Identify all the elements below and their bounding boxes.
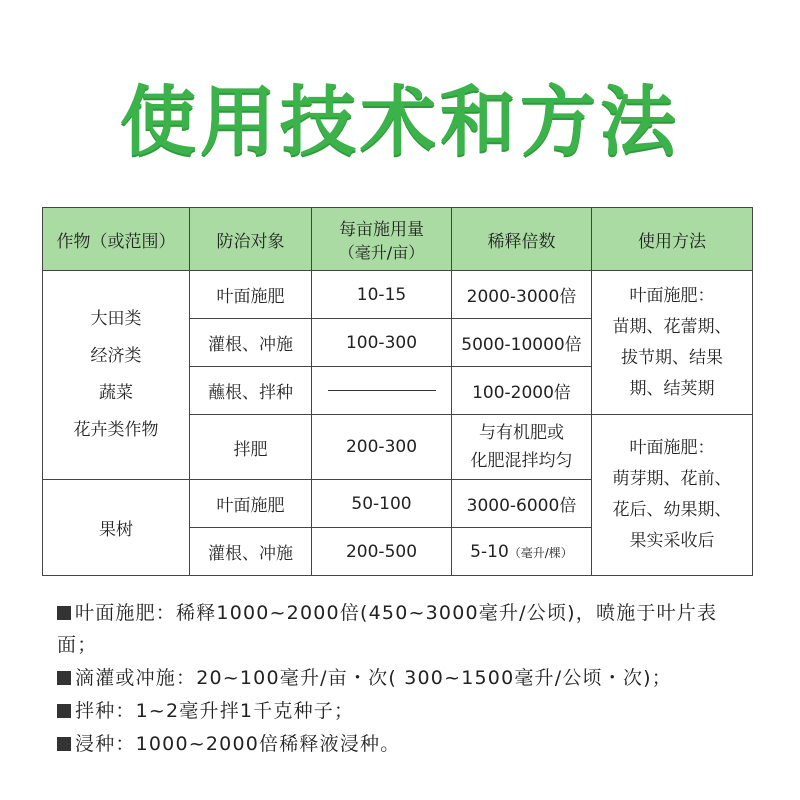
- note-text: 浸种：1000~2000倍稀释液浸种。: [75, 733, 401, 755]
- usage-notes: [57, 597, 757, 761]
- method-line: 花后、幼果期、: [612, 500, 732, 520]
- crop-name: 大田类: [90, 309, 142, 329]
- header-dilution: 稀释倍数: [452, 208, 592, 271]
- method-line: 叶面施肥：: [629, 285, 715, 306]
- method-line: 叶面施肥：: [629, 438, 715, 458]
- square-bullet-icon: [57, 737, 71, 751]
- dilution-cell: [452, 415, 592, 480]
- dilution-line: 化肥混拌均匀: [470, 451, 573, 471]
- note-item: [57, 695, 757, 727]
- dose-cell: 10-15: [312, 271, 452, 319]
- target-cell: 叶面施肥: [190, 271, 312, 319]
- target-cell: 蘸根、拌种: [190, 367, 312, 415]
- method-cell: [592, 271, 753, 415]
- usage-table: [42, 207, 753, 576]
- square-bullet-icon: [57, 606, 71, 620]
- dose-cell: 50-100: [312, 480, 452, 528]
- header-method: 使用方法: [592, 208, 753, 271]
- note-text: 滴灌或冲施：20~100毫升/亩・次( 300~1500毫升/公顷・次)；: [75, 667, 672, 689]
- dose-cell: 200-500: [312, 528, 452, 576]
- method-line: 萌芽期、花前、: [612, 469, 732, 489]
- table-row: [43, 271, 753, 319]
- dilution-cell: 3000-6000倍: [452, 480, 592, 528]
- header-crop: 作物（或范围）: [43, 208, 190, 271]
- target-cell: 灌根、冲施: [190, 319, 312, 367]
- method-cell: [592, 415, 753, 576]
- crop-cell-fruit: 果树: [43, 480, 190, 576]
- square-bullet-icon: [57, 671, 71, 685]
- header-dose-line1: 每亩施用量: [339, 220, 424, 240]
- dose-cell: 100-300: [312, 319, 452, 367]
- dose-cell: 200-300: [312, 415, 452, 480]
- crop-cell-field: [43, 271, 190, 480]
- crop-name: 经济类: [90, 346, 142, 366]
- method-line: 果实采收后: [629, 531, 715, 551]
- dilution-cell: 2000-3000倍: [452, 271, 592, 319]
- dash-line: [328, 390, 436, 391]
- note-item: [57, 597, 757, 661]
- note-text: 叶面施肥：稀释1000~2000倍(450~3000毫升/公顷)，喷施于叶片表面；: [57, 602, 718, 656]
- method-line: 期、结荚期: [629, 378, 715, 399]
- method-line: 拔节期、结果: [621, 347, 723, 368]
- target-cell: 拌肥: [190, 415, 312, 480]
- target-cell: 叶面施肥: [190, 480, 312, 528]
- method-line: 苗期、花蕾期、: [612, 316, 732, 337]
- square-bullet-icon: [57, 704, 71, 718]
- header-dose: [312, 208, 452, 271]
- dilution-line: 与有机肥或: [479, 423, 564, 443]
- note-item: [57, 662, 757, 694]
- dilution-cell: [452, 528, 592, 576]
- note-text: 拌种：1~2毫升拌1千克种子；: [75, 700, 355, 722]
- dilution-cell: 5000-10000倍: [452, 319, 592, 367]
- header-target: 防治对象: [190, 208, 312, 271]
- dose-cell: [312, 367, 452, 415]
- note-item: [57, 728, 757, 760]
- page-title: 使用技术和方法: [120, 77, 680, 166]
- table-header-row: [43, 208, 753, 271]
- dilution-cell: 100-2000倍: [452, 367, 592, 415]
- dilution-unit: （毫升/棵）: [508, 545, 573, 560]
- header-dose-line2: （毫升/亩）: [338, 243, 425, 262]
- crop-name: 蔬菜: [99, 383, 133, 403]
- crop-name: 花卉类作物: [73, 420, 159, 440]
- dilution-value: 5-10: [470, 541, 509, 562]
- target-cell: 灌根、冲施: [190, 528, 312, 576]
